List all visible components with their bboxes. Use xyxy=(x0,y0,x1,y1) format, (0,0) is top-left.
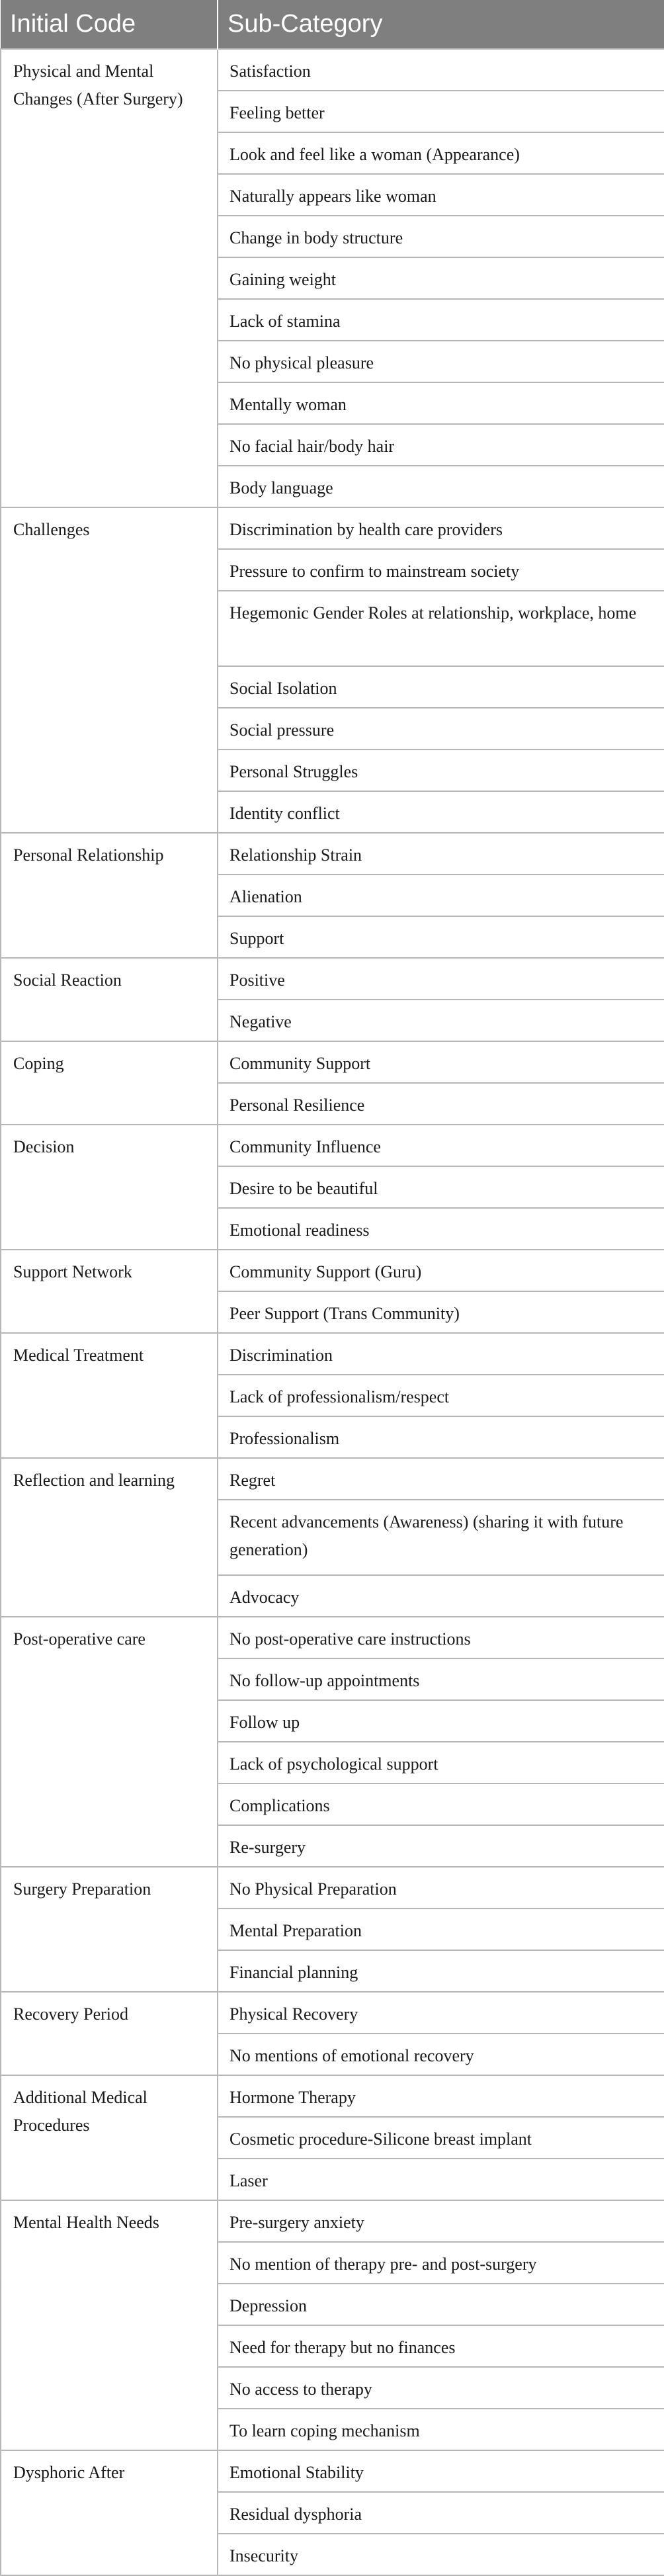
table-row xyxy=(1,1250,664,1291)
initial-code-cell: Physical and Mental Changes (After Surgery) xyxy=(1,49,218,507)
sub-category-cell: Lack of stamina xyxy=(218,299,664,341)
sub-category-cell: To learn coping mechanism xyxy=(218,2409,664,2450)
table-row xyxy=(1,1867,664,1909)
sub-category-cell: Community Influence xyxy=(218,1125,664,1166)
sub-category-cell: Identity conflict xyxy=(218,791,664,833)
sub-category-cell: Recent advancements (Awareness) (sharing it with future generation) xyxy=(218,1500,664,1575)
initial-code-cell: Mental Health Needs xyxy=(1,2200,218,2450)
table-row xyxy=(1,1333,664,1375)
sub-category-cell: Alienation xyxy=(218,875,664,916)
sub-category-cell: Lack of professionalism/respect xyxy=(218,1375,664,1416)
initial-code-cell: Additional Medical Procedures xyxy=(1,2075,218,2200)
table-row xyxy=(1,958,664,1000)
table-row xyxy=(1,1125,664,1166)
sub-category-cell: Mentally woman xyxy=(218,382,664,424)
sub-category-cell: Pressure to confirm to mainstream society xyxy=(218,549,664,591)
sub-category-cell: No post-operative care instructions xyxy=(218,1617,664,1658)
initial-code-cell: Medical Treatment xyxy=(1,1333,218,1458)
sub-category-cell: Emotional Stability xyxy=(218,2450,664,2492)
sub-category-cell: Need for therapy but no finances xyxy=(218,2325,664,2367)
table-row xyxy=(1,833,664,875)
sub-category-cell: Community Support (Guru) xyxy=(218,1250,664,1291)
sub-category-cell: No mention of therapy pre- and post-surgery xyxy=(218,2242,664,2284)
sub-category-cell: No mentions of emotional recovery xyxy=(218,2034,664,2075)
sub-category-cell: Body language xyxy=(218,466,664,507)
sub-category-cell: Personal Resilience xyxy=(218,1083,664,1125)
initial-code-cell: Reflection and learning xyxy=(1,1458,218,1617)
sub-category-cell: Advocacy xyxy=(218,1575,664,1617)
sub-category-cell: Negative xyxy=(218,1000,664,1041)
sub-category-cell: Naturally appears like woman xyxy=(218,174,664,216)
initial-code-cell: Personal Relationship xyxy=(1,833,218,958)
sub-category-cell: Cosmetic procedure-Silicone breast implant xyxy=(218,2117,664,2159)
initial-code-cell: Post-operative care xyxy=(1,1617,218,1867)
sub-category-cell: Discrimination by health care providers xyxy=(218,507,664,549)
table-row xyxy=(1,1992,664,2034)
header-sub-category: Sub-Category xyxy=(218,0,664,49)
initial-code-cell: Decision xyxy=(1,1125,218,1250)
sub-category-cell: Relationship Strain xyxy=(218,833,664,875)
sub-category-cell: Community Support xyxy=(218,1041,664,1083)
sub-category-cell: Insecurity xyxy=(218,2534,664,2575)
sub-category-cell: Hormone Therapy xyxy=(218,2075,664,2117)
sub-category-cell: Financial planning xyxy=(218,1950,664,1992)
sub-category-cell: Physical Recovery xyxy=(218,1992,664,2034)
header-initial-code: Initial Code xyxy=(1,0,218,49)
sub-category-cell: Re-surgery xyxy=(218,1825,664,1867)
initial-code-cell: Coping xyxy=(1,1041,218,1125)
sub-category-cell: Emotional readiness xyxy=(218,1208,664,1250)
sub-category-cell: Lack of psychological support xyxy=(218,1742,664,1783)
sub-category-cell: Depression xyxy=(218,2284,664,2325)
sub-category-cell: Satisfaction xyxy=(218,49,664,91)
table-row xyxy=(1,1617,664,1658)
sub-category-cell: Laser xyxy=(218,2159,664,2200)
sub-category-cell: Look and feel like a woman (Appearance) xyxy=(218,132,664,174)
sub-category-cell: Positive xyxy=(218,958,664,1000)
table-row xyxy=(1,2450,664,2492)
sub-category-cell: Personal Struggles xyxy=(218,750,664,791)
initial-code-cell: Support Network xyxy=(1,1250,218,1333)
table-row xyxy=(1,1041,664,1083)
table-header-row xyxy=(1,0,664,49)
table-row xyxy=(1,2200,664,2242)
table-body xyxy=(1,49,664,2575)
sub-category-cell: Feeling better xyxy=(218,91,664,132)
sub-category-cell: Regret xyxy=(218,1458,664,1500)
sub-category-cell: No Physical Preparation xyxy=(218,1867,664,1909)
sub-category-cell: Gaining weight xyxy=(218,257,664,299)
sub-category-cell: Pre-surgery anxiety xyxy=(218,2200,664,2242)
table-row xyxy=(1,49,664,91)
sub-category-cell: No follow-up appointments xyxy=(218,1658,664,1700)
sub-category-cell: Social pressure xyxy=(218,708,664,750)
initial-code-cell: Challenges xyxy=(1,507,218,833)
sub-category-cell: Peer Support (Trans Community) xyxy=(218,1291,664,1333)
sub-category-cell: No facial hair/body hair xyxy=(218,424,664,466)
sub-category-cell: Follow up xyxy=(218,1700,664,1742)
sub-category-cell: Mental Preparation xyxy=(218,1909,664,1950)
sub-category-cell: Discrimination xyxy=(218,1333,664,1375)
initial-code-cell: Dysphoric After xyxy=(1,2450,218,2575)
table-row xyxy=(1,2075,664,2117)
sub-category-cell: Social Isolation xyxy=(218,666,664,708)
sub-category-cell: Support xyxy=(218,916,664,958)
table-row xyxy=(1,507,664,549)
initial-code-cell: Social Reaction xyxy=(1,958,218,1041)
sub-category-cell: Change in body structure xyxy=(218,216,664,257)
sub-category-cell: Desire to be beautiful xyxy=(218,1166,664,1208)
initial-code-cell: Surgery Preparation xyxy=(1,1867,218,1992)
sub-category-cell: Complications xyxy=(218,1783,664,1825)
initial-code-cell: Recovery Period xyxy=(1,1992,218,2075)
sub-category-cell: Hegemonic Gender Roles at relationship, workplace, home xyxy=(218,591,664,666)
sub-category-cell: Residual dysphoria xyxy=(218,2492,664,2534)
sub-category-cell: No access to therapy xyxy=(218,2367,664,2409)
sub-category-cell: No physical pleasure xyxy=(218,341,664,382)
table-row xyxy=(1,1458,664,1500)
sub-category-cell: Professionalism xyxy=(218,1416,664,1458)
